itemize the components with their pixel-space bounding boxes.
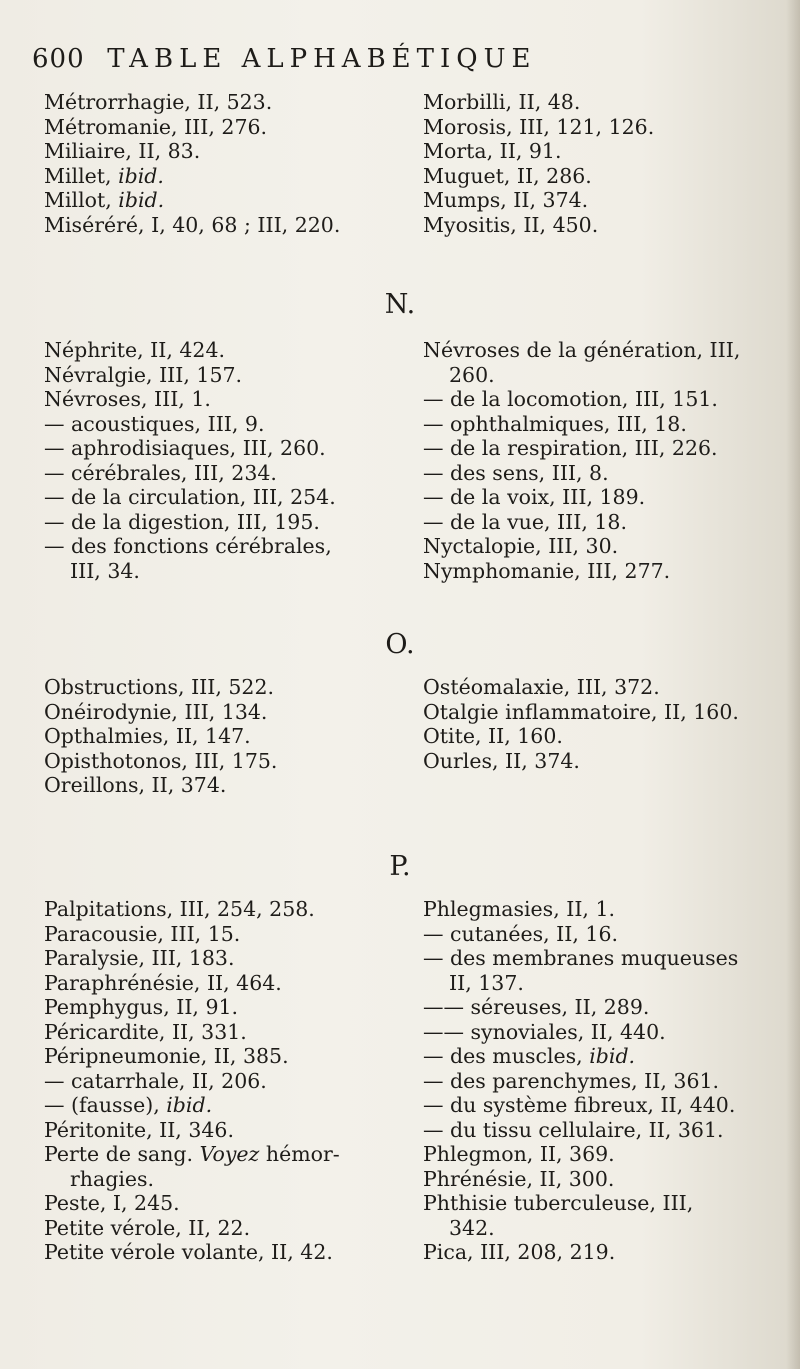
- index-entry: Obstructions, III, 522.: [44, 675, 275, 699]
- index-entry: Phrénésie, II, 300.: [423, 1166, 615, 1191]
- index-entry: Ostéomalaxie, III, 372.: [423, 675, 660, 699]
- index-entry: Petite vérole, II, 22.: [44, 1215, 251, 1240]
- index-entry: Métromanie, III, 276.: [44, 114, 268, 139]
- index-entry: — catarrhale, II, 206.: [44, 1068, 267, 1093]
- index-entry-continued: 342.: [449, 1215, 495, 1240]
- index-entry: Paraphrénésie, II, 464.: [44, 970, 282, 995]
- n-right-column: [423, 338, 793, 583]
- m-right-column: [423, 90, 793, 237]
- index-entry: Névroses, III, 1.: [44, 387, 211, 411]
- index-entry: — cutanées, II, 16.: [423, 921, 619, 946]
- index-entry: — de la locomotion, III, 151.: [423, 387, 718, 411]
- index-entry: Muguet, II, 286.: [423, 163, 592, 188]
- index-entry: — de la respiration, III, 226.: [423, 436, 718, 460]
- section-letter-n: N.: [384, 289, 416, 320]
- page-number: 600: [32, 44, 85, 74]
- index-entry: Pica, III, 208, 219.: [423, 1240, 616, 1264]
- index-entry: Phlegmasies, II, 1.: [423, 897, 616, 921]
- index-entry: Myositis, II, 450.: [423, 212, 599, 237]
- index-entry: — de la circulation, III, 254.: [44, 485, 336, 509]
- index-entry: — cérébrales, III, 234.: [44, 460, 277, 485]
- section-letter-p: P.: [389, 851, 411, 882]
- index-entry: Nymphomanie, III, 277.: [423, 558, 671, 583]
- p-right-column: [423, 897, 793, 1265]
- o-right-column: [423, 675, 793, 773]
- m-left-column: [44, 90, 404, 237]
- index-entry: Otalgie inflammatoire, II, 160.: [423, 699, 739, 724]
- page-title: TABLE ALPHABÉTIQUE: [107, 44, 537, 74]
- index-entry: Mumps, II, 374.: [423, 188, 589, 212]
- index-entry: —— séreuses, II, 289.: [423, 995, 650, 1019]
- index-entry: Morta, II, 91.: [423, 139, 562, 163]
- index-entry: Morosis, III, 121, 126.: [423, 114, 655, 139]
- index-entry: — de la voix, III, 189.: [423, 485, 646, 509]
- index-entry: Opisthotonos, III, 175.: [44, 748, 278, 773]
- index-entry: Névralgie, III, 157.: [44, 362, 243, 387]
- section-letter-o: O.: [385, 629, 415, 660]
- index-entry: Perte de sang. Voyez hémor-: [44, 1142, 340, 1166]
- index-entry: —— synoviales, II, 440.: [423, 1019, 666, 1044]
- index-entry: Ourles, II, 374.: [423, 748, 580, 773]
- index-entry: — aphrodisiaques, III, 260.: [44, 436, 326, 460]
- index-entry: — (fausse), ibid.: [44, 1093, 213, 1117]
- index-entry: Phthisie tuberculeuse, III,: [423, 1191, 694, 1215]
- index-entry: — du tissu cellulaire, II, 361.: [423, 1117, 724, 1142]
- index-entry: — des fonctions cérébrales,: [44, 534, 332, 558]
- index-entry: — des parenchymes, II, 361.: [423, 1068, 720, 1093]
- index-entry: Phlegmon, II, 369.: [423, 1142, 615, 1166]
- index-entry: — ophthalmiques, III, 18.: [423, 411, 687, 436]
- running-header: [32, 44, 652, 84]
- index-entry: — des sens, III, 8.: [423, 460, 609, 485]
- index-entry: Opthalmies, II, 147.: [44, 724, 251, 748]
- index-entry-continued: 260.: [449, 362, 495, 387]
- index-entry: Névroses de la génération, III,: [423, 338, 741, 362]
- index-entry: Petite vérole volante, II, 42.: [44, 1240, 333, 1264]
- index-entry: Néphrite, II, 424.: [44, 338, 226, 362]
- index-entry: Métrorrhagie, II, 523.: [44, 90, 273, 114]
- index-entry: Paralysie, III, 183.: [44, 946, 235, 970]
- index-entry: Peste, I, 245.: [44, 1191, 180, 1215]
- index-entry: Miséréré, I, 40, 68 ; III, 220.: [44, 212, 341, 237]
- p-left-column: [44, 897, 404, 1265]
- index-entry: Péritonite, II, 346.: [44, 1117, 234, 1142]
- index-entry: Miliaire, II, 83.: [44, 139, 201, 163]
- index-entry-continued: rhagies.: [70, 1166, 155, 1191]
- index-entry: Péripneumonie, II, 385.: [44, 1044, 289, 1068]
- index-entry: — de la vue, III, 18.: [423, 509, 627, 534]
- index-entry-continued: II, 137.: [449, 970, 524, 995]
- index-entry: Péricardite, II, 331.: [44, 1019, 247, 1044]
- index-entry-continued: III, 34.: [70, 558, 140, 583]
- index-entry: Millet, ibid.: [44, 163, 164, 188]
- index-entry: Millot, ibid.: [44, 188, 165, 212]
- index-entry: Morbilli, II, 48.: [423, 90, 581, 114]
- index-entry: Paracousie, III, 15.: [44, 921, 241, 946]
- index-entry: — des muscles, ibid.: [423, 1044, 636, 1068]
- n-left-column: [44, 338, 404, 583]
- index-entry: Otite, II, 160.: [423, 724, 563, 748]
- index-entry: — des membranes muqueuses: [423, 946, 739, 970]
- index-entry: Pemphygus, II, 91.: [44, 995, 239, 1019]
- index-entry: Palpitations, III, 254, 258.: [44, 897, 315, 921]
- index-entry: Nyctalopie, III, 30.: [423, 534, 619, 558]
- index-entry: — de la digestion, III, 195.: [44, 509, 320, 534]
- o-left-column: [44, 675, 404, 798]
- index-entry: — acoustiques, III, 9.: [44, 411, 265, 436]
- index-entry: Oreillons, II, 374.: [44, 773, 227, 797]
- index-entry: — du système fibreux, II, 440.: [423, 1093, 736, 1117]
- index-entry: Onéirodynie, III, 134.: [44, 699, 268, 724]
